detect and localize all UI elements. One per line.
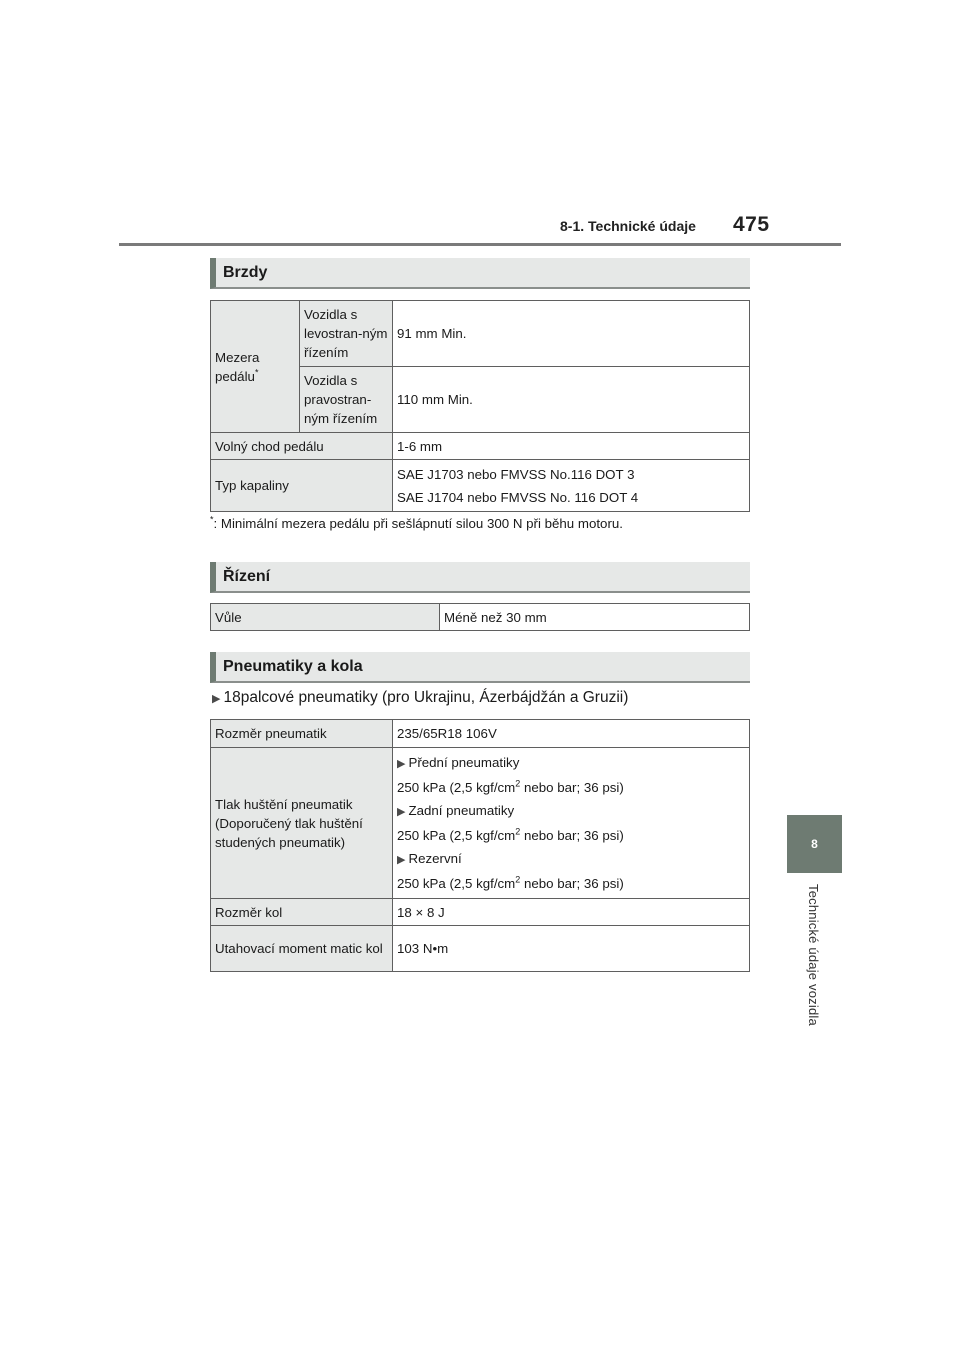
triangle-right-icon: ▶ <box>212 693 221 705</box>
steering-heading: Řízení <box>210 562 750 593</box>
header-rule <box>119 243 841 246</box>
fluid-value <box>393 460 750 512</box>
freeplay-value: 1-6 mm <box>393 433 750 460</box>
fluid-value-2: SAE J1704 nebo FMVSS No. 116 DOT 4 <box>397 489 639 505</box>
chapter-label: Technické údaje vozidla <box>806 884 821 1026</box>
rear-tires-head: ▶ Zadní pneumatiky <box>397 803 515 818</box>
page-number: 475 <box>733 213 770 236</box>
torque-label: Utahovací moment matic kol <box>211 926 393 972</box>
brakes-table <box>210 300 750 512</box>
tire-pressure-label: Tlak huštění pneumatik (Doporučený tlak huštění studených pneumatik) <box>211 748 393 899</box>
wheel-size-value: 18 × 8 J <box>393 899 750 926</box>
tire-pressure-values <box>393 748 750 899</box>
steering-play-value: Méně než 30 mm <box>440 604 750 631</box>
fluid-label: Typ kapaliny <box>211 460 393 512</box>
chapter-number: 8 <box>811 837 818 851</box>
rhd-label: Vozidla s pravostran-ným řízením <box>300 367 393 433</box>
spare-tire-value: 250 kPa (2,5 kgf/$cm^2$ nebo bar; 36 psi) <box>397 874 624 891</box>
brakes-heading: Brzdy <box>210 258 750 289</box>
front-tires-value: 250 kPa (2,5 kgf/$cm^2$ nebo bar; 36 psi) <box>397 778 624 795</box>
triangle-right-icon: ▶ <box>397 758 406 770</box>
triangle-right-icon: ▶ <box>397 854 406 866</box>
lhd-label: Vozidla s levostran-ným řízením <box>300 301 393 367</box>
rear-tires-value: 250 kPa (2,5 kgf/$cm^2$ nebo bar; 36 psi) <box>397 826 624 843</box>
tire-size-label: Rozměr pneumatik <box>211 720 393 748</box>
tire-size-value: 235/65R18 106V <box>393 720 750 748</box>
fluid-value-1: SAE J1703 nebo FMVSS No.116 DOT 3 <box>397 466 635 482</box>
lhd-value: 91 mm Min. <box>393 301 750 367</box>
section-title: 8-1. Technické údaje <box>560 218 696 234</box>
wheel-size-label: Rozměr kol <box>211 899 393 926</box>
steering-play-label: Vůle <box>211 604 440 631</box>
tires-table <box>210 719 750 972</box>
rhd-value: 110 mm Min. <box>393 367 750 433</box>
tires-heading: Pneumatiky a kola <box>210 652 750 683</box>
tire-variant-bullet: ▶ 18palcové pneumatiky (pro Ukrajinu, Ázerbájdžán a Gruzii) <box>212 689 629 706</box>
torque-value: 103 N•m <box>393 926 750 972</box>
brakes-footnote: *: Minimální mezera pedálu při sešlápnutí silou 300 N při běhu motoru. <box>210 514 623 531</box>
front-tires-head: ▶ Přední pneumatiky <box>397 755 520 770</box>
triangle-right-icon: ▶ <box>397 806 406 818</box>
spare-tire-head: ▶ Rezervní <box>397 851 462 866</box>
chapter-tab[interactable] <box>787 815 842 873</box>
steering-table <box>210 603 750 631</box>
pedal-gap-label: Mezera pedálu* <box>211 301 300 433</box>
freeplay-label: Volný chod pedálu <box>211 433 393 460</box>
